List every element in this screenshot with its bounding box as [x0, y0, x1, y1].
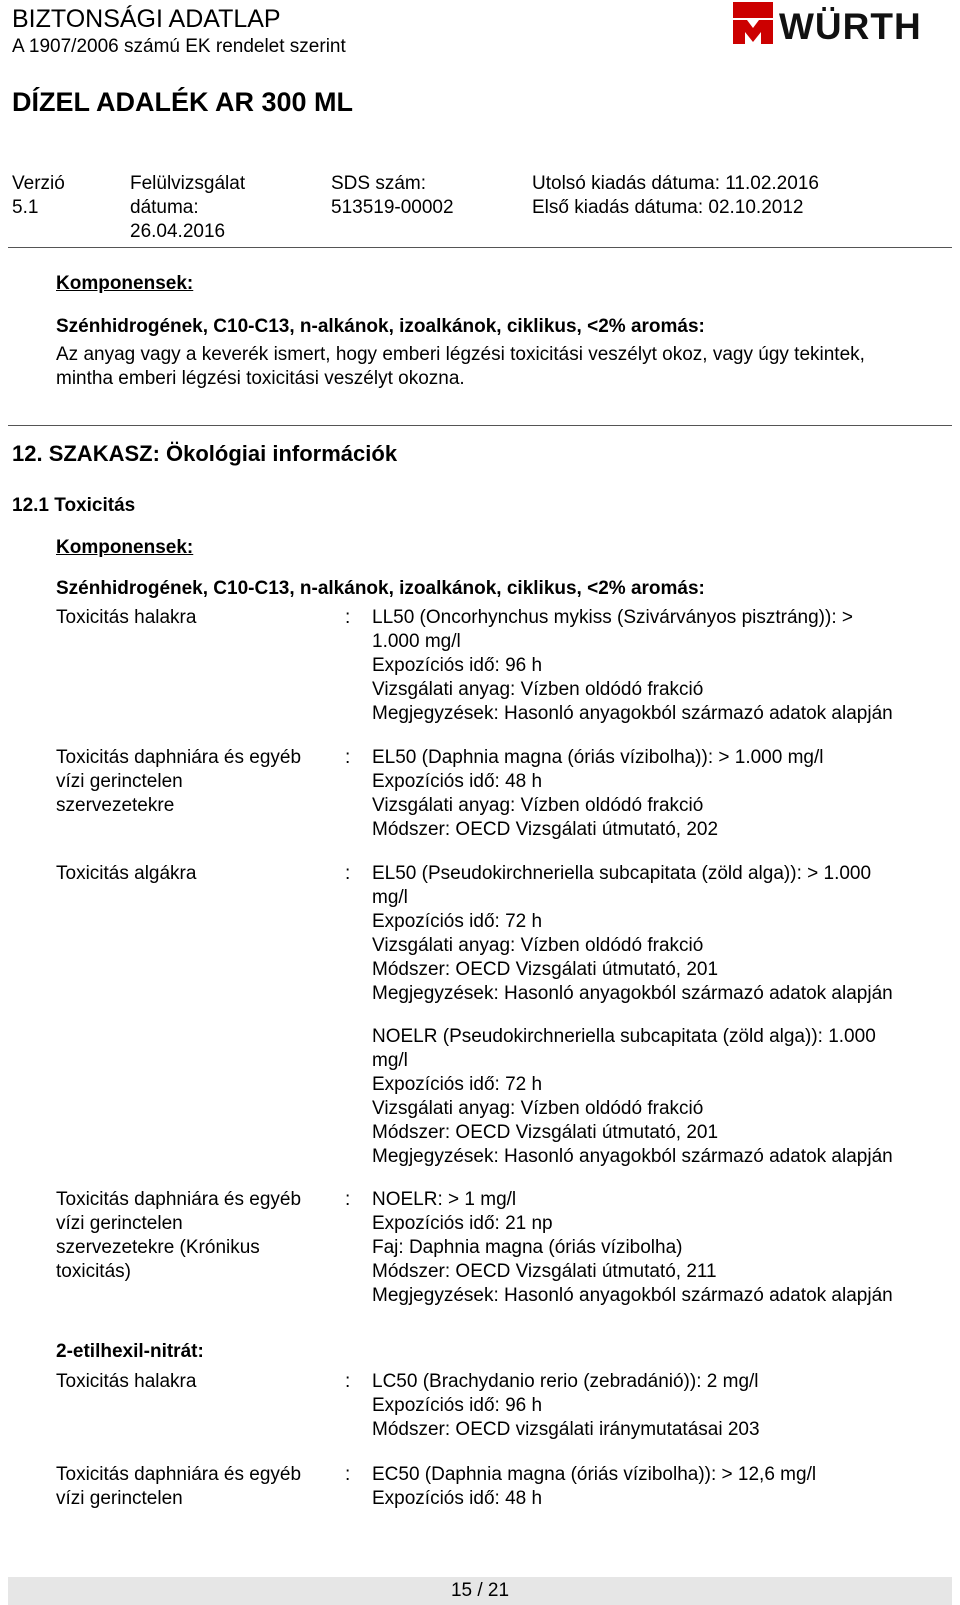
value-line: NOELR (Pseudokirchneriella subcapitata (zöld alga)): 1.000	[372, 1026, 876, 1047]
toxicity-row-value	[372, 606, 942, 726]
aspiration-text	[56, 343, 946, 391]
value-line: Módszer: OECD vizsgálati iránymutatásai 203	[372, 1419, 760, 1440]
value-line: Vizsgálati anyag: Vízben oldódó frakció	[372, 935, 704, 956]
components-heading: Komponensek:	[56, 273, 194, 294]
label-line: szervezetekre	[56, 795, 175, 816]
value-line: EL50 (Daphnia magna (óriás vízibolha)): > 1.000 mg/l	[372, 747, 824, 768]
value-line: Módszer: OECD Vizsgálati útmutató, 201	[372, 1122, 719, 1143]
last-issue-date: Utolsó kiadás dátuma: 11.02.2016	[532, 173, 819, 194]
section-divider	[8, 425, 952, 426]
subsection-12-1-title: 12.1 Toxicitás	[12, 495, 136, 516]
sds-label: SDS szám:	[331, 173, 427, 194]
toxicity-row-label	[56, 1370, 341, 1394]
revision-label-2: dátuma:	[130, 197, 199, 218]
value-line: Módszer: OECD Vizsgálati útmutató, 211	[372, 1261, 717, 1282]
value-line: Expozíciós idő: 72 h	[372, 1074, 543, 1095]
product-name: DÍZEL ADALÉK AR 300 ML	[12, 87, 354, 117]
toxicity-row-value	[372, 746, 942, 842]
sds-value: 513519-00002	[331, 197, 454, 218]
aspiration-text-line: mintha emberi légzési toxicitási veszélyt okozna.	[56, 368, 465, 389]
value-line: Expozíciós idő: 96 h	[372, 655, 543, 676]
toxicity-row-value	[372, 862, 942, 1006]
regulation-subtitle: A 1907/2006 számú EK rendelet szerint	[12, 36, 346, 57]
label-line: Toxicitás algákra	[56, 863, 197, 884]
value-line: Vizsgálati anyag: Vízben oldódó frakció	[372, 679, 704, 700]
value-line: LL50 (Oncorhynchus mykiss (Szivárványos pisztráng)): >	[372, 607, 853, 628]
label-line: Toxicitás daphniára és egyéb	[56, 1464, 302, 1485]
component-name: Szénhidrogének, C10-C13, n-alkánok, izoalkánok, ciklikus, <2% aromás:	[56, 316, 705, 337]
label-line: Toxicitás daphniára és egyéb	[56, 1189, 302, 1210]
value-line: Vizsgálati anyag: Vízben oldódó frakció	[372, 795, 704, 816]
wurth-logo-mark	[733, 2, 773, 44]
separator-colon: :	[345, 863, 351, 884]
value-line: Megjegyzések: Hasonló anyagokból származó adatok alapján	[372, 703, 893, 724]
component-name: Szénhidrogének, C10-C13, n-alkánok, izoalkánok, ciklikus, <2% aromás:	[56, 578, 705, 599]
value-line: Expozíciós idő: 48 h	[372, 1488, 543, 1509]
separator-colon: :	[345, 1464, 351, 1485]
label-line: vízi gerinctelen	[56, 1488, 183, 1509]
value-line: Megjegyzések: Hasonló anyagokból származó adatok alapján	[372, 983, 893, 1004]
value-line: EL50 (Pseudokirchneriella subcapitata (zöld alga)): > 1.000	[372, 863, 872, 884]
value-line: Vizsgálati anyag: Vízben oldódó frakció	[372, 1098, 704, 1119]
component-name: 2-etilhexil-nitrát:	[56, 1341, 204, 1362]
value-line: EC50 (Daphnia magna (óriás vízibolha)): > 12,6 mg/l	[372, 1464, 817, 1485]
value-line: Expozíciós idő: 96 h	[372, 1395, 543, 1416]
value-line: Expozíciós idő: 48 h	[372, 771, 543, 792]
label-line: vízi gerinctelen	[56, 1213, 183, 1234]
value-line: LC50 (Brachydanio rerio (zebradánió)): 2 mg/l	[372, 1371, 759, 1392]
label-line: szervezetekre (Krónikus	[56, 1237, 260, 1258]
label-line: toxicitás)	[56, 1261, 131, 1282]
revision-value: 26.04.2016	[130, 221, 226, 242]
separator-colon: :	[345, 1189, 351, 1210]
wurth-logo	[733, 0, 955, 52]
revision-block	[130, 172, 245, 244]
toxicity-row-label	[56, 606, 341, 630]
value-line: Expozíciós idő: 72 h	[372, 911, 543, 932]
page-number: 15 / 21	[8, 1577, 952, 1605]
label-line: Toxicitás halakra	[56, 607, 197, 628]
separator-colon: :	[345, 607, 351, 628]
document-title: BIZTONSÁGI ADATLAP	[12, 5, 281, 33]
toxicity-row-value	[372, 1188, 942, 1308]
label-line: vízi gerinctelen	[56, 771, 183, 792]
toxicity-row-label	[56, 1463, 341, 1511]
sds-block	[331, 172, 454, 220]
value-line: NOELR: > 1 mg/l	[372, 1189, 517, 1210]
label-line: Toxicitás daphniára és egyéb	[56, 747, 302, 768]
toxicity-row-label	[56, 862, 341, 886]
value-line: Módszer: OECD Vizsgálati útmutató, 202	[372, 819, 719, 840]
value-line: Expozíciós idő: 21 np	[372, 1213, 553, 1234]
separator-colon: :	[345, 1371, 351, 1392]
toxicity-row-value	[372, 1463, 942, 1511]
issue-dates-block	[532, 172, 819, 220]
value-line: Megjegyzések: Hasonló anyagokból származó adatok alapján	[372, 1146, 893, 1167]
value-line: Faj: Daphnia magna (óriás vízibolha)	[372, 1237, 683, 1258]
version-label: Verzió	[12, 173, 65, 194]
header-divider	[8, 247, 952, 248]
aspiration-text-line: Az anyag vagy a keverék ismert, hogy emberi légzési toxicitási veszélyt okoz, vagy úgy tekintek,	[56, 344, 865, 365]
value-line: mg/l	[372, 887, 408, 908]
value-line: 1.000 mg/l	[372, 631, 461, 652]
toxicity-row-value	[372, 1370, 942, 1442]
label-line: Toxicitás halakra	[56, 1371, 197, 1392]
toxicity-row-label	[56, 1188, 341, 1284]
value-line: Módszer: OECD Vizsgálati útmutató, 201	[372, 959, 719, 980]
version-block	[12, 172, 65, 220]
value-line: Megjegyzések: Hasonló anyagokból származó adatok alapján	[372, 1285, 893, 1306]
separator-colon: :	[345, 747, 351, 768]
revision-label: Felülvizsgálat	[130, 173, 246, 194]
wurth-logo-text: WÜRTH	[779, 6, 922, 47]
toxicity-row-value	[372, 1025, 942, 1169]
section-12-title: 12. SZAKASZ: Ökológiai információk	[12, 441, 398, 466]
first-issue-date: Első kiadás dátuma: 02.10.2012	[532, 197, 804, 218]
components-heading: Komponensek:	[56, 537, 194, 558]
toxicity-row-label	[56, 746, 341, 818]
value-line: mg/l	[372, 1050, 408, 1071]
version-value: 5.1	[12, 197, 39, 218]
